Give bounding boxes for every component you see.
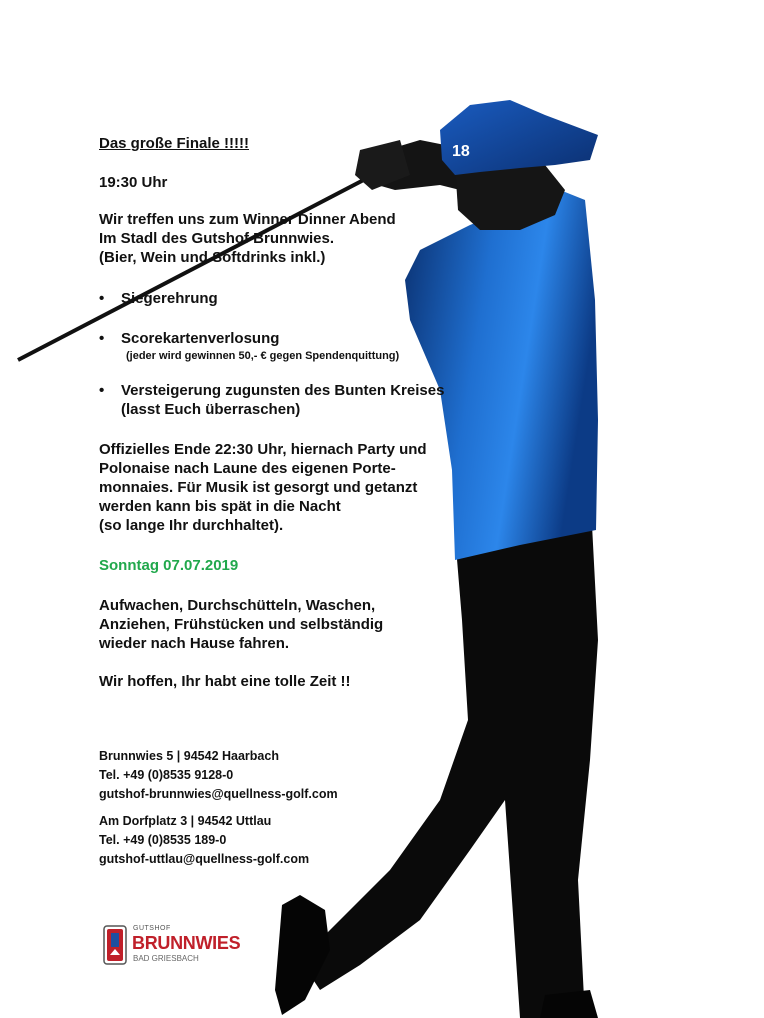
shirt [405,190,598,560]
bullet-icon: • [99,382,105,399]
logo-name: BRUNNWIES [132,933,241,953]
ending-line: (so lange Ihr durchhaltet). [99,517,284,534]
ending-line: werden kann bis spät in die Nacht [99,498,341,515]
ending-line: Offizielles Ende 22:30 Uhr, hiernach Party und [99,441,427,458]
event-time: 19:30 Uhr [99,174,168,191]
contact-phone: Tel. +49 (0)8535 189-0 [99,833,227,847]
ending-line: monnaies. Für Musik ist gesorgt und getanzt [99,479,418,496]
sunday-heading: Sonntag 07.07.2019 [99,557,239,574]
logo-top-text: GUTSHOF [133,925,171,932]
closing-line: Wir hoffen, Ihr habt eine tolle Zeit !! [99,673,351,690]
cap [440,100,598,175]
logo-sub-text: BAD GRIESBACH [133,954,199,963]
bullet-icon: • [99,290,105,307]
list-item-note: (jeder wird gewinnen 50,- € gegen Spendenquittung) [126,350,400,362]
list-item-note: (lasst Euch überraschen) [121,401,301,418]
intro-line: Im Stadl des Gutshof Brunnwies. [99,230,335,247]
contact-phone: Tel. +49 (0)8535 9128-0 [99,768,234,782]
sunday-line: wieder nach Hause fahren. [99,635,290,652]
contact-address: Brunnwies 5 | 94542 Haarbach [99,749,279,763]
contact-email[interactable]: gutshof-brunnwies@quellness-golf.com [99,787,338,801]
list-item-label: Siegerehrung [121,290,218,307]
list-item-label: Scorekartenverlosung [121,330,280,347]
sunday-line: Aufwachen, Durchschütteln, Waschen, [99,597,376,614]
brunnwies-logo [103,925,243,967]
intro-line: Wir treffen uns zum Winner Dinner Abend [99,211,396,228]
intro-line: (Bier, Wein und Softdrinks inkl.) [99,249,326,266]
ending-line: Polonaise nach Laune des eigenen Porte- [99,460,396,477]
sunday-line: Anziehen, Frühstücken und selbständig [99,616,384,633]
page-title: Das große Finale !!!!! [99,135,250,152]
contact-address: Am Dorfplatz 3 | 94542 Uttlau [99,814,272,828]
bullet-icon: • [99,330,105,347]
shoe [275,895,330,1015]
contact-email[interactable]: gutshof-uttlau@quellness-golf.com [99,852,310,866]
cap-number: 18 [452,143,470,160]
list-item-label: Versteigerung zugunsten des Bunten Kreises [121,382,445,399]
logo-emblem-icon [103,925,127,965]
